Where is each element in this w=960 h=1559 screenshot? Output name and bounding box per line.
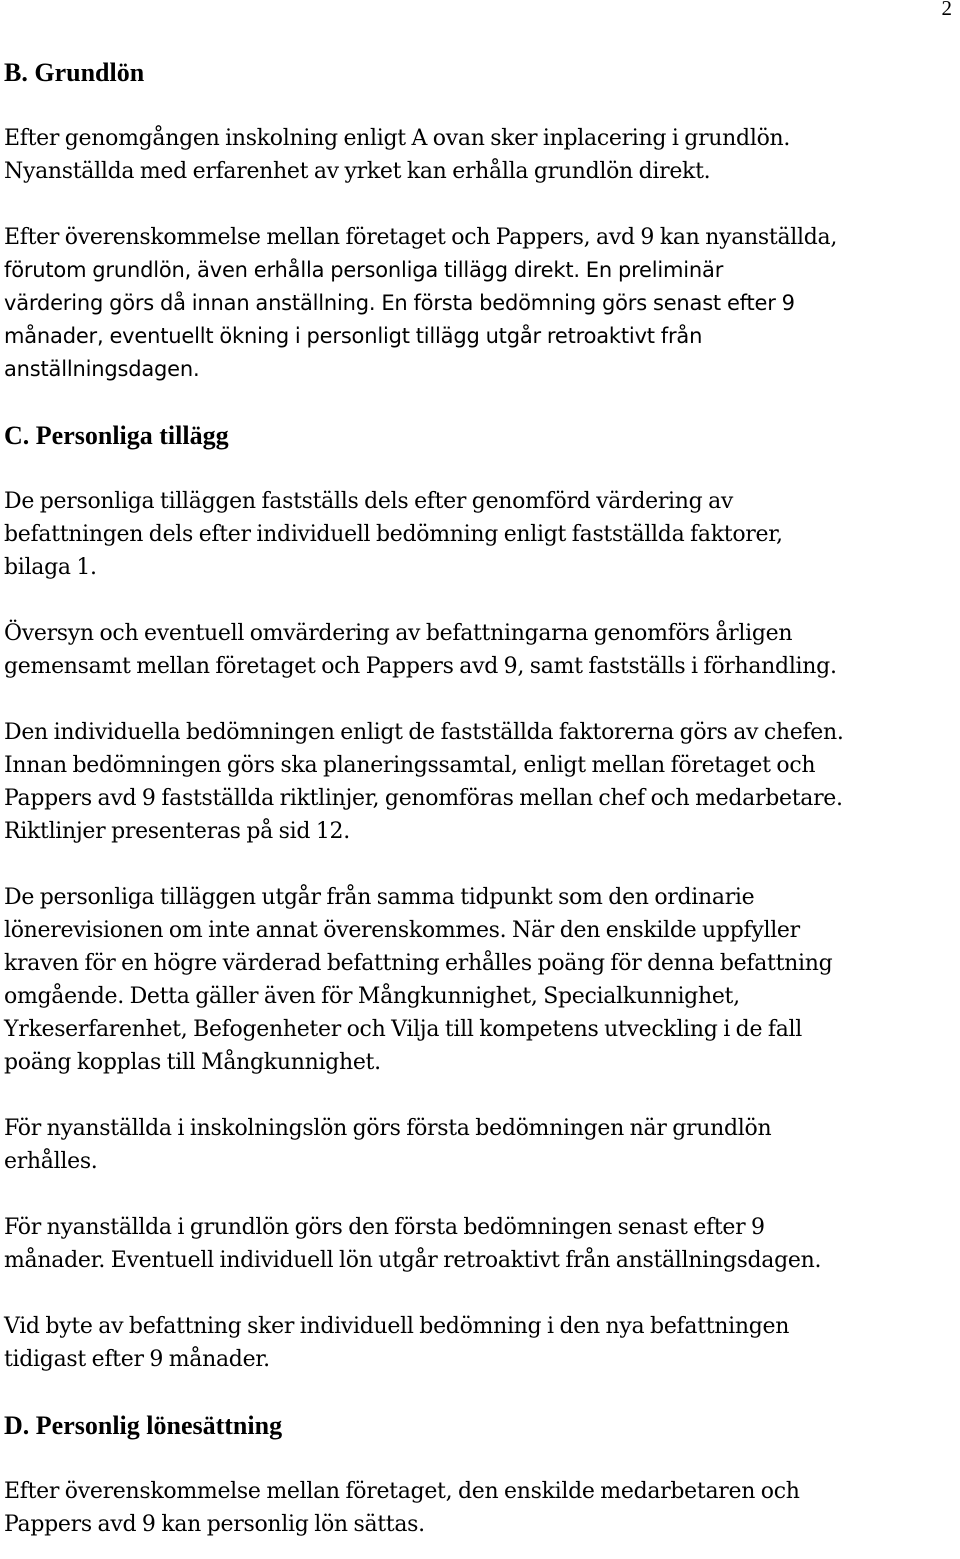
text-line: Efter genomgången inskolning enligt A ovan sker inplacering i grundlön. [4, 126, 791, 151]
paragraph-c-4 [4, 881, 954, 1079]
page-number: 2 [941, 0, 952, 20]
text-line: De personliga tilläggen utgår från samma tidpunkt som den ordinarie [4, 885, 755, 910]
paragraph-c-1 [4, 485, 954, 584]
paragraph-c-7 [4, 1310, 954, 1376]
section-heading-c: C. Personliga tillägg [4, 421, 229, 450]
section-heading-d: D. Personlig lönesättning [4, 1411, 283, 1440]
paragraph-b-1 [4, 122, 954, 188]
text-line: gemensamt mellan företaget och Pappers avd 9, samt fastställs i förhandling. [4, 654, 837, 679]
text-line: En första bedömning görs senast efter 9 [375, 291, 795, 315]
section-heading-b: B. Grundlön [4, 58, 145, 87]
text-line: förutom grundlön, även erhålla personliga tillägg direkt. En preliminär [4, 258, 724, 282]
paragraph-b-2 [4, 221, 954, 386]
paragraph-c-3 [4, 716, 954, 848]
text-line: månader, eventuellt ökning i personligt tillägg utgår retroaktivt från [4, 324, 703, 348]
text-line: Riktlinjer presenteras på sid 12. [4, 819, 350, 844]
text-line: kraven för en högre värderad befattning erhålles poäng för denna befattning [4, 951, 833, 976]
document-body [4, 56, 954, 1541]
text-line: Innan bedömningen görs ska planeringssamtal, enligt mellan företaget och [4, 753, 816, 778]
text-line: omgående. Detta gäller även för Mångkunnighet, Specialkunnighet, [4, 984, 740, 1009]
text-line: De personliga tilläggen fastställs dels efter genomförd värdering av [4, 489, 734, 514]
text-line: Den individuella bedömningen enligt de fastställda faktorerna görs av chefen. [4, 720, 844, 745]
text-line: För nyanställda i inskolningslön görs första bedömningen när grundlön [4, 1116, 772, 1141]
text-line: tidigast efter 9 månader. [4, 1347, 270, 1372]
text-line: värdering görs då innan anställning. [4, 291, 376, 315]
text-line: erhålles. [4, 1149, 98, 1174]
text-line: Vid byte av befattning sker individuell bedömning i den nya befattningen [4, 1314, 790, 1339]
text-line: anställningsdagen. [4, 357, 200, 381]
text-line: bilaga 1. [4, 555, 97, 580]
text-line: Pappers avd 9 fastställda riktlinjer, genomföras mellan chef och medarbetare. [4, 786, 843, 811]
text-line: månader. Eventuell individuell lön utgår retroaktivt från anställningsdagen. [4, 1248, 822, 1273]
text-line: Efter överenskommelse mellan företaget och Pappers, avd 9 kan nyanställda, [4, 225, 838, 250]
paragraph-c-6 [4, 1211, 954, 1277]
paragraph-c-5 [4, 1112, 954, 1178]
paragraph-c-2 [4, 617, 954, 683]
text-line: Pappers avd 9 kan personlig lön sättas. [4, 1512, 425, 1537]
text-line: lönerevisionen om inte annat överenskommes. När den enskilde uppfyller [4, 918, 800, 943]
text-line: Översyn och eventuell omvärdering av befattningarna genomförs årligen [4, 621, 793, 646]
text-line: Efter överenskommelse mellan företaget, den enskilde medarbetaren och [4, 1479, 800, 1504]
text-line: För nyanställda i grundlön görs den första bedömningen senast efter 9 [4, 1215, 765, 1240]
text-line: Yrkeserfarenhet, Befogenheter och Vilja till kompetens utveckling i de fall [4, 1017, 803, 1042]
text-line: befattningen dels efter individuell bedömning enligt fastställda faktorer, [4, 522, 783, 547]
text-line: Nyanställda med erfarenhet av yrket kan erhålla grundlön direkt. [4, 159, 711, 184]
paragraph-d-1 [4, 1475, 954, 1541]
text-line: poäng kopplas till Mångkunnighet. [4, 1050, 381, 1075]
